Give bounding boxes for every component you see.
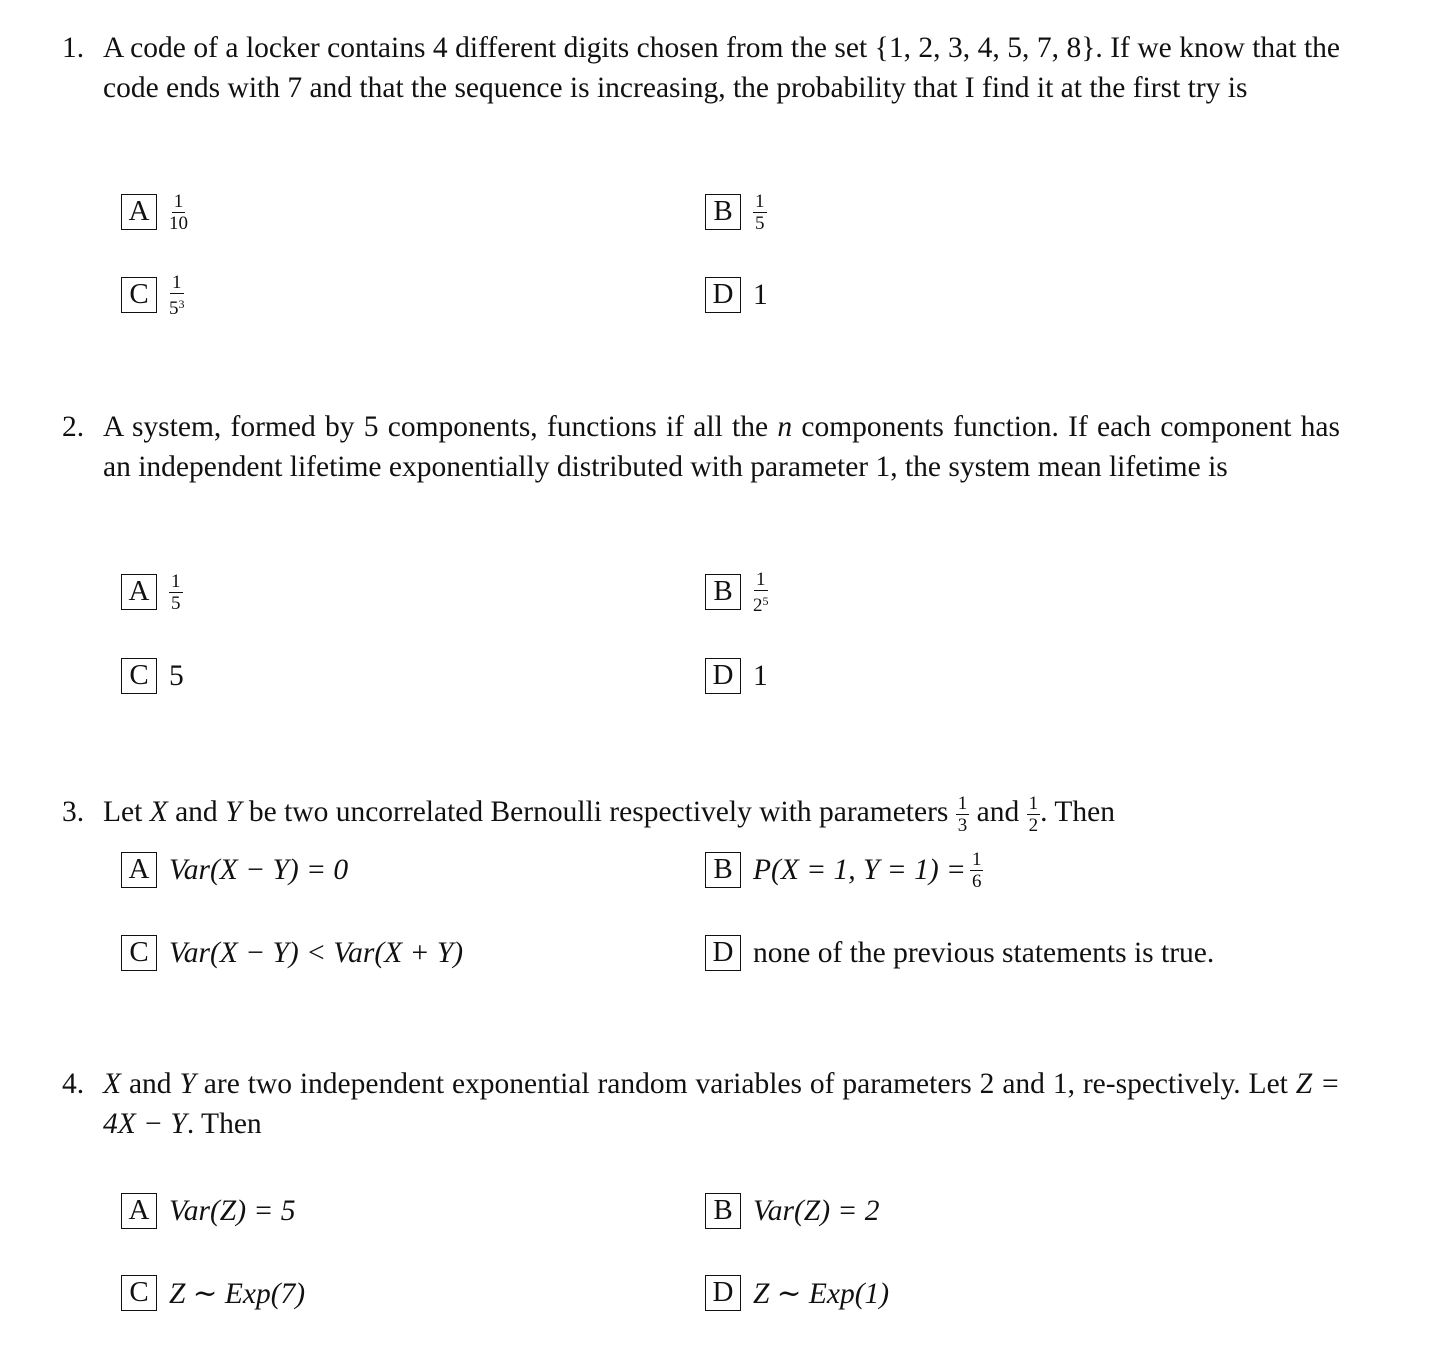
question-4-number: 4. <box>62 1068 85 1100</box>
q4-option-a-expr: Var(Z) = 5 <box>169 1194 296 1227</box>
q3-option-d-text: none of the previous statements is true. <box>753 936 1215 969</box>
q3-option-d[interactable] <box>705 933 1214 973</box>
q1-option-c-fraction: $\frac{1}{5^3}$ <box>169 271 185 319</box>
question-1-number: 1. <box>62 32 85 64</box>
q1-option-d-value: 1 <box>753 278 768 311</box>
q3-param-1: $\frac{1}{3}$ <box>957 792 968 836</box>
q2-option-d-box[interactable]: D <box>705 658 741 694</box>
q4-option-a[interactable] <box>121 1191 295 1231</box>
q3-option-d-box[interactable]: D <box>705 935 741 971</box>
q1-option-b-fraction: $\frac{1}{5}$ <box>755 190 765 234</box>
q2-option-a-box[interactable]: A <box>121 574 157 610</box>
q1-option-d-box[interactable]: D <box>705 277 741 313</box>
q1-option-a[interactable] <box>121 192 188 232</box>
q1-option-c-box[interactable]: C <box>121 277 157 313</box>
q4-option-b-expr: Var(Z) = 2 <box>753 1194 880 1227</box>
q4-option-d[interactable] <box>705 1273 889 1313</box>
q3-option-c-box[interactable]: C <box>121 935 157 971</box>
q3-option-c[interactable] <box>121 933 463 973</box>
question-2-text: A system, formed by 5 components, functions if all the n components function. If each component has an independent lifetime exponentially distributed with parameter 1, the system mean lifetime is <box>103 411 1341 483</box>
q3-option-c-expr: Var(X − Y) < Var(X + Y) <box>169 936 464 969</box>
q1-option-d[interactable] <box>705 275 768 315</box>
q2-option-c-value: 5 <box>169 659 184 692</box>
q3-option-a-expr: Var(X − Y) = 0 <box>169 853 349 886</box>
q4-option-c-expr: Z ∼ Exp(7) <box>169 1277 306 1310</box>
q4-option-b[interactable] <box>705 1191 879 1231</box>
q3-option-b-fraction: $\frac{1}{6}$ <box>971 848 982 892</box>
q2-option-b-box[interactable]: B <box>705 574 741 610</box>
question-3-number: 3. <box>62 796 85 828</box>
question-1-text: A code of a locker contains 4 different digits chosen from the set {1, 2, 3, 4, 5, 7, 8}. If we know that the code ends with 7 and that the sequence is increasing, the probability that I find it at the first try is <box>103 32 1340 104</box>
q3-option-b-box[interactable]: B <box>705 852 741 888</box>
q3-option-b[interactable] <box>705 850 983 890</box>
question-2-number: 2. <box>62 411 85 443</box>
q2-option-d[interactable] <box>705 656 768 696</box>
q3-option-a[interactable] <box>121 850 348 890</box>
q3-option-a-box[interactable]: A <box>121 852 157 888</box>
q2-option-d-value: 1 <box>753 659 768 692</box>
question-4-text: X and Y are two independent exponential random variables of parameters 2 and 1, re-spectively. Let Z = 4X − Y. Then <box>103 1068 1341 1140</box>
q4-option-c[interactable] <box>121 1273 305 1313</box>
q2-option-c[interactable] <box>121 656 184 696</box>
q1-option-b-box[interactable]: B <box>705 194 741 230</box>
q1-option-b[interactable] <box>705 192 767 232</box>
q4-option-b-box[interactable]: B <box>705 1193 741 1229</box>
q2-option-b-fraction: $\frac{1}{2^5}$ <box>753 568 769 616</box>
q3-param-2: $\frac{1}{2}$ <box>1028 792 1039 836</box>
q3-option-b-expr: P(X = 1, Y = 1) = <box>753 853 966 886</box>
q1-option-c[interactable] <box>121 271 185 319</box>
q4-option-a-box[interactable]: A <box>121 1193 157 1229</box>
q2-option-a[interactable] <box>121 572 183 612</box>
q2-option-b[interactable] <box>705 568 769 616</box>
question-3-text: Let X and Y be two uncorrelated Bernoulli respectively with parameters $\frac{1}{3}$ and $\frac{1}{2}$ . Then <box>103 792 1115 836</box>
q4-option-d-expr: Z ∼ Exp(1) <box>753 1277 890 1310</box>
q4-option-d-box[interactable]: D <box>705 1275 741 1311</box>
q2-option-a-fraction: $\frac{1}{5}$ <box>171 570 181 614</box>
q4-option-c-box[interactable]: C <box>121 1275 157 1311</box>
q1-option-a-box[interactable]: A <box>121 194 157 230</box>
q2-option-c-box[interactable]: C <box>121 658 157 694</box>
q1-option-a-fraction: $\frac{1}{10}$ <box>169 190 188 234</box>
